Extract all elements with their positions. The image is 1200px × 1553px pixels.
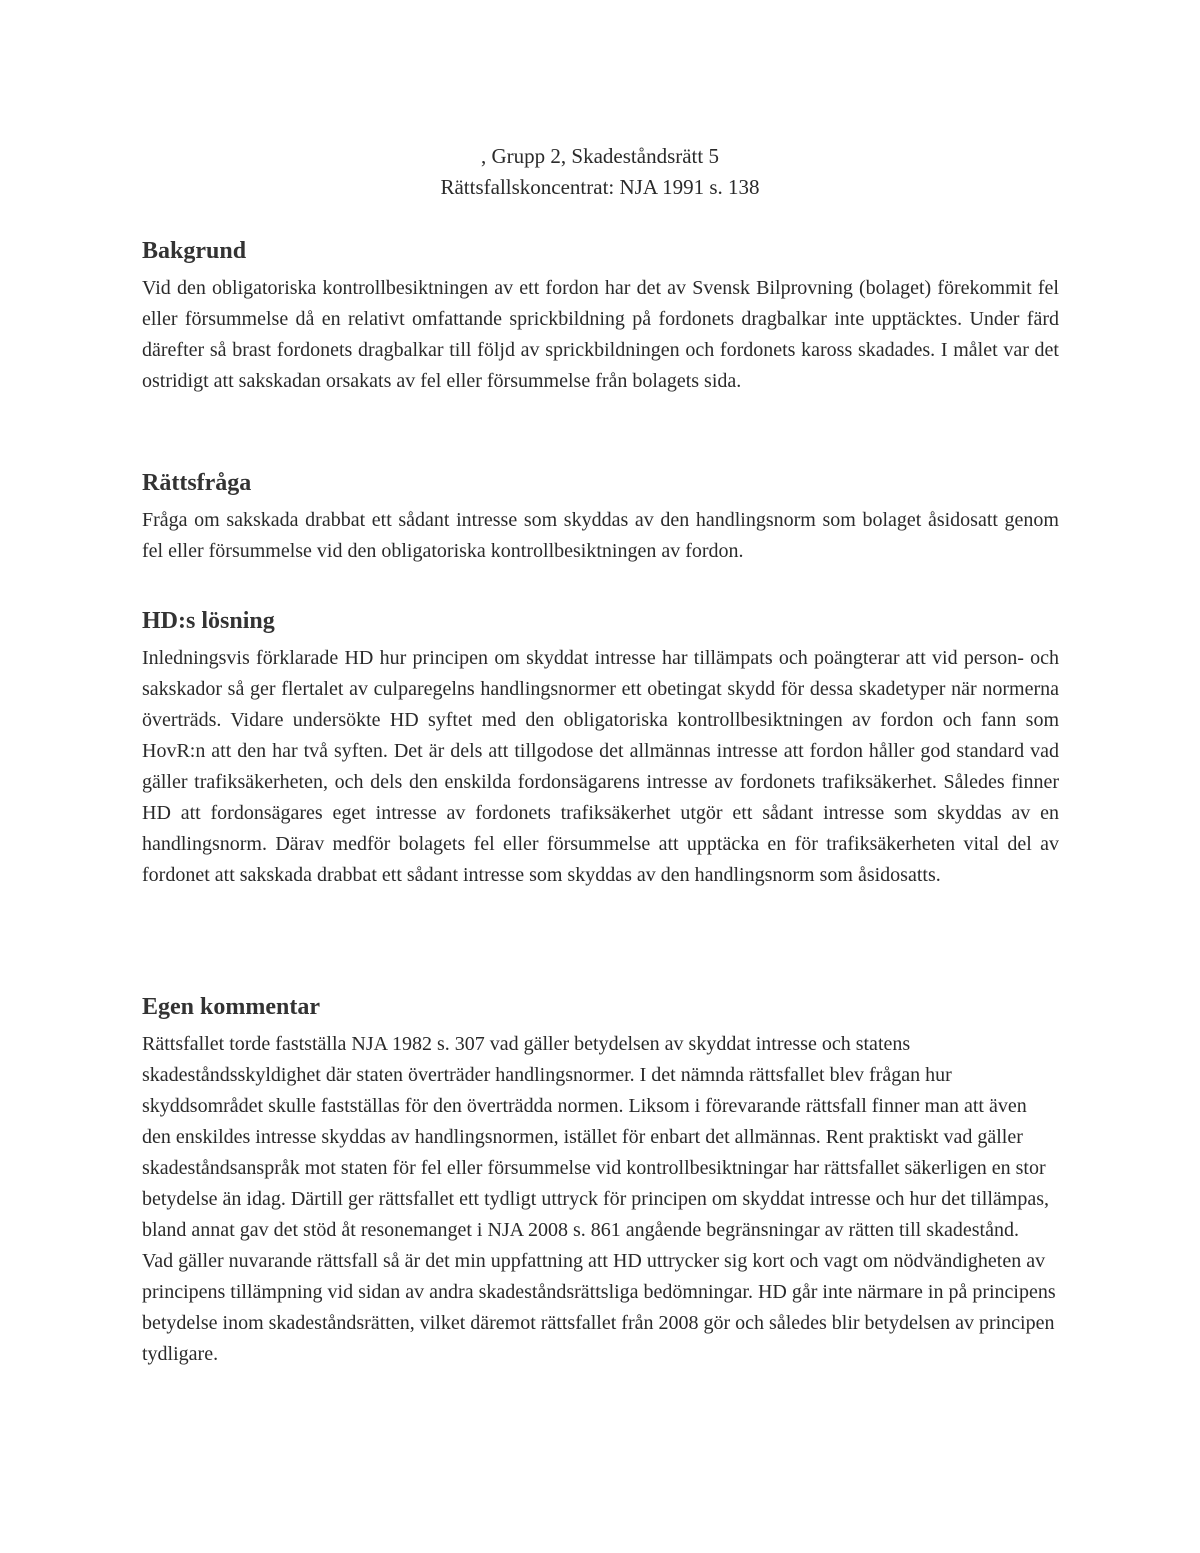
section-paragraph: Inledningsvis förklarade HD hur principen om skyddat intresse har tillämpats och poängterar att vid person- och sakskador så ger flertalet av culparegelns handlingsnormer ett obetingat skydd för dessa skadetyper när normerna överträds. Vidare undersökte HD syftet med den obligatoriska kontrollbesiktningen av fordon och fann som HovR:n att den har två syften. Det är dels att tillgodose det allmännas intresse att fordon håller god standard vad gäller trafiksäkerheten, och dels den enskilda fordonsägarens intresse av fordonets trafiksäkerhet. Således finner HD att fordonsägares eget intresse av fordonets trafiksäkerhet utgör ett sådant intresse som skyddas av en handlingsnorm. Därav medför bolagets fel eller försummelse att upptäcka en för trafiksäkerheten vital del av fordonet att sakskada drabbat ett sådant intresse som skyddas av den handlingsnorm som åsidosatts.: [142, 647, 1059, 886]
section-egen-kommentar: [142, 991, 1059, 1370]
section-bakgrund: [142, 235, 1059, 397]
header-case-title: Rättsfallskoncentrat: NJA 1991 s. 138: [440, 175, 760, 199]
header-course-line: , Grupp 2, Skadeståndsrätt 5: [481, 144, 719, 168]
section-rattsfraga: [142, 467, 1059, 567]
section-paragraph: Fråga om sakskada drabbat ett sådant intresse som skyddas av den handlingsnorm som bolaget åsidosatt genom fel eller försummelse vid den obligatoriska kontrollbesiktningen av fordon.: [142, 509, 1059, 562]
section-heading-rattsfraga: Rättsfråga: [142, 470, 252, 496]
document-header: [0, 141, 1200, 203]
section-hds-losning: [142, 605, 1059, 891]
section-heading-bakgrund: Bakgrund: [142, 238, 247, 264]
section-heading-hds-losning: HD:s lösning: [142, 608, 275, 634]
section-heading-egen-kommentar: Egen kommentar: [142, 994, 320, 1020]
section-paragraph: Vad gäller nuvarande rättsfall så är det min uppfattning att HD uttrycker sig kort och vagt om nödvändigheten av principens tillämpning vid sidan av andra skadeståndsrättsliga bedömningar. HD går inte närmare in på principens betydelse inom skadeståndsrätten, vilket däremot rättsfallet från 2008 gör och således blir betydelsen av principen tydligare.: [142, 1250, 1056, 1365]
section-paragraph: Vid den obligatoriska kontrollbesiktningen av ett fordon har det av Svensk Bilprovning (bolaget) förekommit fel eller försummelse då en relativt omfattande sprickbildning på fordonets dragbalkar inte upptäcktes. Under färd därefter så brast fordonets dragbalkar till följd av sprickbildningen och fordonets kaross skadades. I målet var det ostridigt att sakskadan orsakats av fel eller försummelse från bolagets sida.: [142, 277, 1059, 392]
section-paragraph: Rättsfallet torde fastställa NJA 1982 s. 307 vad gäller betydelsen av skyddat intresse och statens skadeståndsskyldighet där staten överträder handlingsnormer. I det nämnda rättsfallet blev frågan hur skyddsområdet skulle fastställas för den överträdda normen. Liksom i förevarande rättsfall finner man att även den enskildes intresse skyddas av handlingsnormen, istället för enbart det allmännas. Rent praktiskt vad gäller skadeståndsanspråk mot staten för fel eller försummelse vid kontrollbesiktningar har rättsfallet säkerligen en stor betydelse än idag. Därtill ger rättsfallet ett tydligt uttryck för principen om skyddat intresse och hur det tillämpas, bland annat gav det stöd åt resonemanget i NJA 2008 s. 861 angående begränsningar av rätten till skadestånd.: [142, 1033, 1049, 1241]
